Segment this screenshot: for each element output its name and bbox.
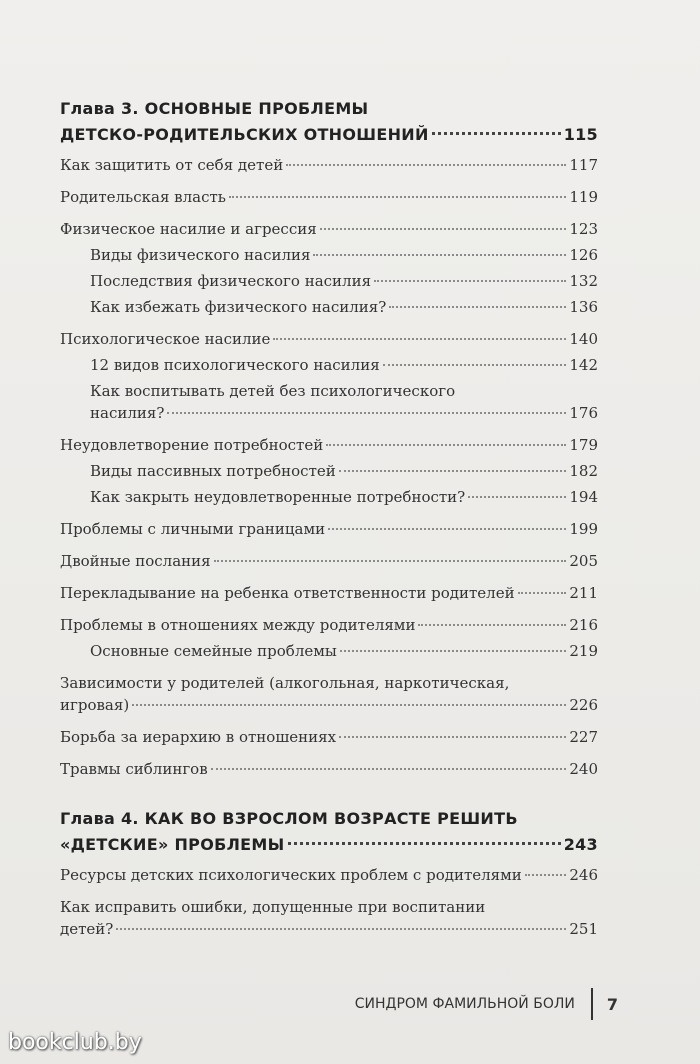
toc-page-number: 216 (569, 616, 598, 634)
toc-entry-title: 12 видов психологического насилия (90, 356, 380, 374)
dot-leader (167, 412, 566, 414)
dot-leader (116, 928, 566, 930)
dot-leader (214, 560, 567, 562)
toc-entry-title: Борьба за иерархию в отношениях (60, 728, 337, 746)
toc-entry (90, 270, 598, 292)
dot-leader (211, 768, 567, 770)
toc-entry (60, 434, 598, 456)
toc-entry-title-line: Как воспитывать детей без психологического (90, 382, 456, 400)
toc-page-number: 194 (569, 488, 598, 506)
toc-entry-title: Проблемы в отношениях между родителями (60, 616, 416, 634)
toc-page-number: 246 (569, 866, 598, 884)
toc-chapter (60, 806, 598, 858)
dot-leader (518, 592, 567, 594)
toc-entry (90, 640, 598, 662)
toc-entry-title: «ДЕТСКИЕ» ПРОБЛЕМЫ (60, 835, 285, 854)
toc-page-number: 243 (563, 835, 598, 854)
toc-entry (60, 758, 598, 780)
toc-page-number: 227 (569, 728, 598, 746)
toc-entry (90, 296, 598, 318)
toc-entry (90, 380, 598, 424)
toc-page-number: 179 (569, 436, 598, 454)
toc-entry-title: ДЕТСКО-РОДИТЕЛЬСКИХ ОТНОШЕНИЙ (60, 125, 429, 144)
toc-page-number: 140 (569, 330, 598, 348)
toc-entry-title-line: Как исправить ошибки, допущенные при воспитании (60, 898, 486, 916)
toc-page-number: 132 (569, 272, 598, 290)
toc-entry (90, 486, 598, 508)
site-watermark: bookclub.by (8, 1030, 142, 1055)
dot-leader (339, 736, 566, 738)
dot-leader (273, 338, 566, 340)
toc-entry-title: Ресурсы детских психологических проблем с родителями (60, 866, 522, 884)
toc-entry-title: Как защитить от себя детей (60, 156, 284, 174)
toc-entry-title-line: Глава 3. ОСНОВНЫЕ ПРОБЛЕМЫ (60, 99, 369, 118)
toc-entry (60, 328, 598, 350)
toc-entry (60, 582, 598, 604)
toc-page-number: 199 (569, 520, 598, 538)
toc-entry-title: насилия? (90, 404, 165, 422)
toc-entry-title: Родительская власть (60, 188, 226, 206)
toc-entry-title: Неудовлетворение потребностей (60, 436, 324, 454)
toc-entry-title: Последствия физического насилия (90, 272, 372, 290)
toc-entry (60, 672, 598, 716)
footer-divider (591, 988, 593, 1020)
toc-page-number: 176 (569, 404, 598, 422)
toc-page-number: 219 (569, 642, 598, 660)
toc-page-number: 226 (569, 696, 598, 714)
toc-entry (60, 518, 598, 540)
dot-leader (328, 528, 566, 530)
dot-leader (288, 842, 561, 845)
dot-leader (389, 306, 566, 308)
toc-entry-title: Как избежать физического насилия? (90, 298, 387, 316)
toc-entry (90, 460, 598, 482)
dot-leader (339, 470, 567, 472)
page-number: 7 (606, 994, 618, 1014)
toc-entry-title: Виды пассивных потребностей (90, 462, 336, 480)
toc-page-number: 123 (569, 220, 598, 238)
toc-page-number: 136 (569, 298, 598, 316)
toc-entry-title: Как закрыть неудовлетворенные потребности? (90, 488, 466, 506)
dot-leader (320, 228, 567, 230)
toc-entry-title: Виды физического насилия (90, 246, 311, 264)
toc-page-number: 211 (569, 584, 598, 602)
toc-entry (60, 154, 598, 176)
toc-entry-title: Основные семейные проблемы (90, 642, 337, 660)
dot-leader (432, 132, 561, 135)
toc-entry-title: Травмы сиблингов (60, 760, 208, 778)
toc-entry (60, 186, 598, 208)
toc-page-number: 117 (569, 156, 598, 174)
table-of-contents (60, 96, 598, 940)
toc-entry (90, 244, 598, 266)
toc-entry-title: Физическое насилие и агрессия (60, 220, 317, 238)
toc-entry-title-line: Глава 4. КАК ВО ВЗРОСЛОМ ВОЗРАСТЕ РЕШИТЬ (60, 809, 518, 828)
toc-page-number: 126 (569, 246, 598, 264)
toc-page-number: 115 (563, 125, 598, 144)
toc-page-number: 182 (569, 462, 598, 480)
dot-leader (286, 164, 566, 166)
toc-page-number: 240 (569, 760, 598, 778)
toc-entry (60, 550, 598, 572)
toc-chapter (60, 96, 598, 148)
dot-leader (468, 496, 566, 498)
toc-entry-title: детей? (60, 920, 114, 938)
toc-page-number: 251 (569, 920, 598, 938)
dot-leader (340, 650, 567, 652)
toc-entry (60, 218, 598, 240)
toc-entry (60, 896, 598, 940)
toc-entry (60, 726, 598, 748)
page-footer (355, 988, 618, 1020)
dot-leader (132, 704, 566, 706)
toc-page-number: 119 (569, 188, 598, 206)
toc-entry-title: игровая) (60, 696, 130, 714)
toc-page-number: 205 (569, 552, 598, 570)
toc-entry-title: Двойные послания (60, 552, 211, 570)
dot-leader (326, 444, 566, 446)
toc-entry (60, 614, 598, 636)
dot-leader (374, 280, 566, 282)
toc-entry-title: Проблемы с личными границами (60, 520, 326, 538)
toc-entry-title: Перекладывание на ребенка ответственности родителей (60, 584, 515, 602)
toc-page-number: 142 (569, 356, 598, 374)
toc-entry-title-line: Зависимости у родителей (алкогольная, наркотическая, (60, 674, 510, 692)
running-title: СИНДРОМ ФАМИЛЬНОЙ БОЛИ (354, 996, 575, 1012)
dot-leader (313, 254, 566, 256)
toc-entry-title: Психологическое насилие (60, 330, 271, 348)
dot-leader (525, 874, 567, 876)
dot-leader (383, 364, 567, 366)
toc-entry (90, 354, 598, 376)
dot-leader (229, 196, 566, 198)
toc-entry (60, 864, 598, 886)
dot-leader (418, 624, 566, 626)
